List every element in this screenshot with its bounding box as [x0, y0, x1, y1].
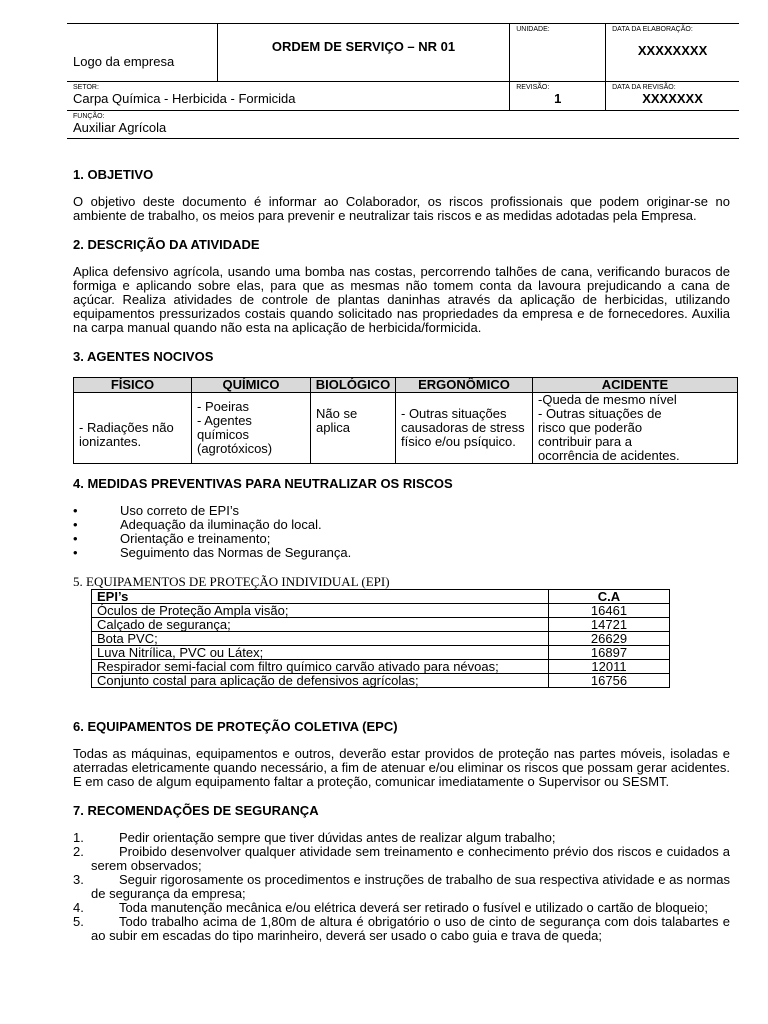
cell-line: Não se aplica [316, 406, 358, 435]
funcao-cell [67, 111, 739, 139]
epi-cell: Calçado de segurança; [92, 618, 549, 632]
unidade-label: UNIDADE: [516, 26, 550, 33]
cell-line: - Outras situações [401, 406, 507, 421]
epi-cell: Conjunto costal para aplicação de defensivos agrícolas; [92, 674, 549, 688]
table-row [74, 393, 738, 464]
ca-cell: 26629 [549, 632, 670, 646]
section-objetivo-text: O objetivo deste documento é informar ao Colaborador, os riscos profissionais que podem originar-se no ambiente de trabalho, os meios para prevenir e neutralizar tais riscos e as medidas adotadas pela Empresa. [73, 194, 730, 223]
cell-line: - Radiações não [79, 420, 174, 435]
section-medidas-title: 4. MEDIDAS PREVENTIVAS PARA NEUTRALIZAR OS RISCOS [73, 476, 453, 491]
bullet-icon: • [73, 503, 78, 518]
revisao-label: REVISÃO: [516, 84, 550, 91]
list-item: • Uso correto de EPI’s [73, 503, 239, 518]
epi-cell: Luva Nitrílica, PVC ou Látex; [92, 646, 549, 660]
list-item: 2. Proibido desenvolver qualquer atividade sem treinamento e conhecimento prévio dos riscos e cuidados a serem observados; [73, 844, 730, 873]
col-ergonomico: ERGONÔMICO [396, 378, 533, 393]
document-title: ORDEM DE SERVIÇO – NR 01 [271, 39, 456, 54]
list-item: • Seguimento das Normas de Segurança. [73, 545, 352, 560]
cell-line: - Poeiras [197, 399, 250, 414]
data-revisao-label: DATA DA REVISÃO: [612, 84, 676, 91]
col-quimico: QUÍMICO [192, 378, 311, 393]
logo-cell [67, 24, 217, 82]
data-elaboracao-value: XXXXXXXX [637, 43, 708, 58]
table-row [92, 674, 670, 688]
company-logo-placeholder: Logo da empresa [73, 54, 175, 69]
section-objetivo-title: 1. OBJETIVO [73, 167, 154, 182]
cell-acidente [533, 393, 738, 464]
cell-line: - Agentes químicos [197, 413, 252, 442]
epi-cell: Bota PVC; [92, 632, 549, 646]
table-row [92, 632, 670, 646]
funcao-label: FUNÇÃO: [73, 113, 105, 120]
medidas-list [73, 504, 351, 560]
setor-cell [67, 82, 510, 111]
epi-cell: Óculos de Proteção Ampla visão; [92, 604, 549, 618]
ca-cell: 16461 [549, 604, 670, 618]
col-acidente: ACIDENTE [533, 378, 738, 393]
col-epi: EPI’s [92, 590, 549, 604]
col-biologico: BIOLÓGICO [311, 378, 396, 393]
cell-line: ocorrência de acidentes. [538, 448, 680, 463]
epi-table [91, 589, 670, 688]
revisao-cell [510, 82, 606, 111]
title-cell [217, 24, 509, 82]
cell-biologico [311, 393, 396, 464]
ca-cell: 16897 [549, 646, 670, 660]
revisao-value: 1 [554, 91, 562, 106]
list-item: • Orientação e treinamento; [73, 531, 271, 546]
cell-line: físico e/ou psíquico. [401, 434, 516, 449]
cell-fisico [74, 393, 192, 464]
section-epc-text: Todas as máquinas, equipamentos e outros, deverão estar providos de proteção nas partes móveis, isoladas e aterradas eletricamente quando necessário, a fim de atenuar e/ou eliminar os riscos que possam gerar acidentes. E em caso de algum equipamento faltar a proteção, comunicar imediatamente o Supervisor ou SESMT. [73, 746, 730, 789]
ca-cell: 16756 [549, 674, 670, 688]
table-row [92, 646, 670, 660]
recomendacoes-list [73, 831, 730, 943]
table-row [92, 604, 670, 618]
bullet-icon: • [73, 531, 78, 546]
section-epi-title: 5. EQUIPAMENTOS DE PROTEÇÃO INDIVIDUAL (EPI) [73, 574, 390, 589]
agentes-nocivos-table [73, 377, 738, 464]
bullet-icon: • [73, 517, 78, 532]
section-agentes-title: 3. AGENTES NOCIVOS [73, 349, 214, 364]
cell-line: ionizantes. [79, 434, 142, 449]
section-epc-title: 6. EQUIPAMENTOS DE PROTEÇÃO COLETIVA (EPC) [73, 719, 398, 734]
cell-line: causadoras de stress [401, 420, 525, 435]
epi-cell: Respirador semi-facial com filtro químico carvão ativado para névoas; [92, 660, 549, 674]
list-item: • Adequação da iluminação do local. [73, 517, 322, 532]
cell-ergonomico [396, 393, 533, 464]
cell-line: - Outras situações de [538, 406, 662, 421]
cell-line: -Queda de mesmo nível [538, 392, 677, 407]
ca-cell: 12011 [549, 660, 670, 674]
setor-value: Carpa Química - Herbicida - Formicida [73, 91, 296, 106]
funcao-value: Auxiliar Agrícola [73, 120, 167, 135]
cell-line: risco que poderão [538, 420, 643, 435]
col-ca: C.A [549, 590, 670, 604]
bullet-icon: • [73, 545, 78, 560]
table-header-row [92, 590, 670, 604]
data-revisao-cell [606, 82, 739, 111]
section-descricao-title: 2. DESCRIÇÃO DA ATIVIDADE [73, 237, 260, 252]
cell-quimico [192, 393, 311, 464]
table-row [92, 618, 670, 632]
document-header [67, 23, 739, 139]
ca-cell: 14721 [549, 618, 670, 632]
cell-line: contribuir para a [538, 434, 632, 449]
list-item: 1. Pedir orientação sempre que tiver dúvidas antes de realizar algum trabalho; [73, 830, 556, 845]
table-header-row [74, 378, 738, 393]
cell-line: (agrotóxicos) [197, 441, 273, 456]
data-elaboracao-cell [606, 24, 739, 82]
col-fisico: FÍSICO [74, 378, 192, 393]
section-descricao-text: Aplica defensivo agrícola, usando uma bomba nas costas, percorrendo talhões de cana, verificando buracos de formiga e aplicando sobre elas, para que as mesmas não tomem conta da lavoura prejudicando a cana de açúcar. Realiza atividades de controle de plantas daninhas através da aplicação de herbicidas, utilizando equipamentos pressurizados costais quando solicitado nas propriedades da empresa e de fornecedores. Auxilia na carpa manual quando não esta na aplicação de herbicida/formicida. [73, 264, 730, 335]
data-elaboracao-label: DATA DA ELABORAÇÃO: [612, 26, 693, 33]
section-recomendacoes-title: 7. RECOMENDAÇÕES DE SEGURANÇA [73, 803, 319, 818]
list-item: 3. Seguir rigorosamente os procedimentos e instruções de trabalho de sua respectiva atividade e as normas de segurança da empresa; [73, 872, 730, 901]
unidade-cell [510, 24, 606, 82]
list-item: 4. Toda manutenção mecânica e/ou elétrica deverá ser retirado o fusível e utilizado o cartão de bloqueio; [73, 900, 708, 915]
setor-label: SETOR: [73, 84, 99, 91]
data-revisao-value: XXXXXXX [642, 91, 703, 106]
table-row [92, 660, 670, 674]
list-item: 5. Todo trabalho acima de 1,80m de altura é obrigatório o uso de cinto de segurança com dois talabartes e ao subir em escadas do tipo marinheiro, deverá ser usado o cabo guia e trava de queda; [73, 914, 730, 943]
